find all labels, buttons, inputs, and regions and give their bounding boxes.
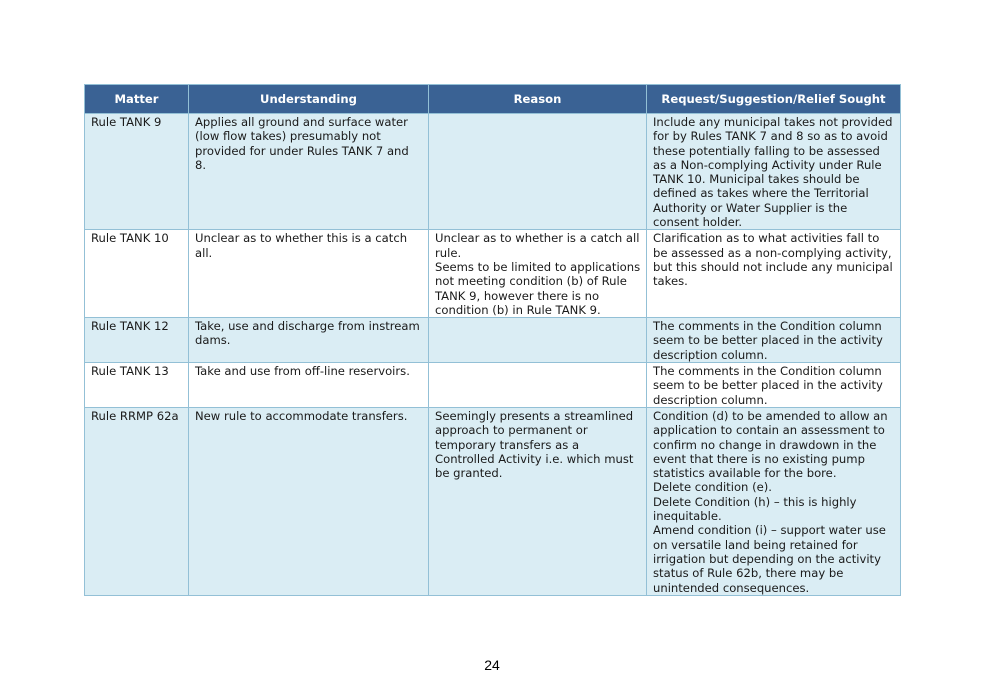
cell-matter: Rule TANK 9	[85, 114, 189, 230]
header-matter: Matter	[85, 85, 189, 114]
cell-request: The comments in the Condition column seem to be better placed in the activity description column.	[647, 363, 901, 408]
table-row	[85, 407, 901, 595]
cell-understanding: Take, use and discharge from instream dams.	[189, 318, 429, 363]
cell-understanding: Applies all ground and surface water (low flow takes) presumably not provided for under Rules TANK 7 and 8.	[189, 114, 429, 230]
request-paragraph: Delete Condition (h) – this is highly inequitable.	[653, 494, 857, 524]
cell-understanding: Unclear as to whether this is a catch all.	[189, 230, 429, 318]
table-row	[85, 230, 901, 318]
cell-request: Clarification as to what activities fall to be assessed as a non-complying activity, but this should not include any municipal takes.	[647, 230, 901, 318]
cell-reason	[429, 230, 647, 318]
cell-reason: Seemingly presents a streamlined approach to permanent or temporary transfers as a Controlled Activity i.e. which must be granted.	[429, 407, 647, 595]
reason-paragraph: Seems to be limited to applications not meeting condition (b) of Rule TANK 9, however there is no condition (b) in Rule TANK 9.	[435, 259, 641, 317]
cell-reason	[429, 114, 647, 230]
header-reason: Reason	[429, 85, 647, 114]
header-request: Request/Suggestion/Relief Sought	[647, 85, 901, 114]
table-header-row	[85, 85, 901, 114]
page-number: 24	[484, 657, 500, 673]
cell-request	[647, 407, 901, 595]
cell-matter: Rule RRMP 62a	[85, 407, 189, 595]
table-row	[85, 114, 901, 230]
reason-paragraph: Unclear as to whether is a catch all rule.	[435, 231, 640, 260]
cell-matter: Rule TANK 10	[85, 230, 189, 318]
header-understanding: Understanding	[189, 85, 429, 114]
request-paragraph: Amend condition (i) – support water use on versatile land being retained for irrigation but depending on the activity status of Rule 62b, there may be unintended consequences.	[653, 523, 886, 595]
submission-table	[84, 84, 901, 596]
request-paragraph: Delete condition (e).	[653, 480, 772, 495]
cell-request: Include any municipal takes not provided for by Rules TANK 7 and 8 so as to avoid these potentially falling to be assessed as a Non-complying Activity under Rule TANK 10. Municipal takes should be defined as takes where the Territorial Authority or Water Supplier is the consent holder.	[647, 114, 901, 230]
cell-request: The comments in the Condition column seem to be better placed in the activity description column.	[647, 318, 901, 363]
cell-understanding: New rule to accommodate transfers.	[189, 407, 429, 595]
cell-reason	[429, 363, 647, 408]
cell-matter: Rule TANK 12	[85, 318, 189, 363]
table-row	[85, 318, 901, 363]
cell-understanding: Take and use from off-line reservoirs.	[189, 363, 429, 408]
cell-matter: Rule TANK 13	[85, 363, 189, 408]
request-paragraph: Condition (d) to be amended to allow an application to contain an assessment to confirm no change in drawdown in the event that there is no existing pump statistics available for the bore.	[653, 408, 888, 481]
table-row	[85, 363, 901, 408]
cell-reason	[429, 318, 647, 363]
